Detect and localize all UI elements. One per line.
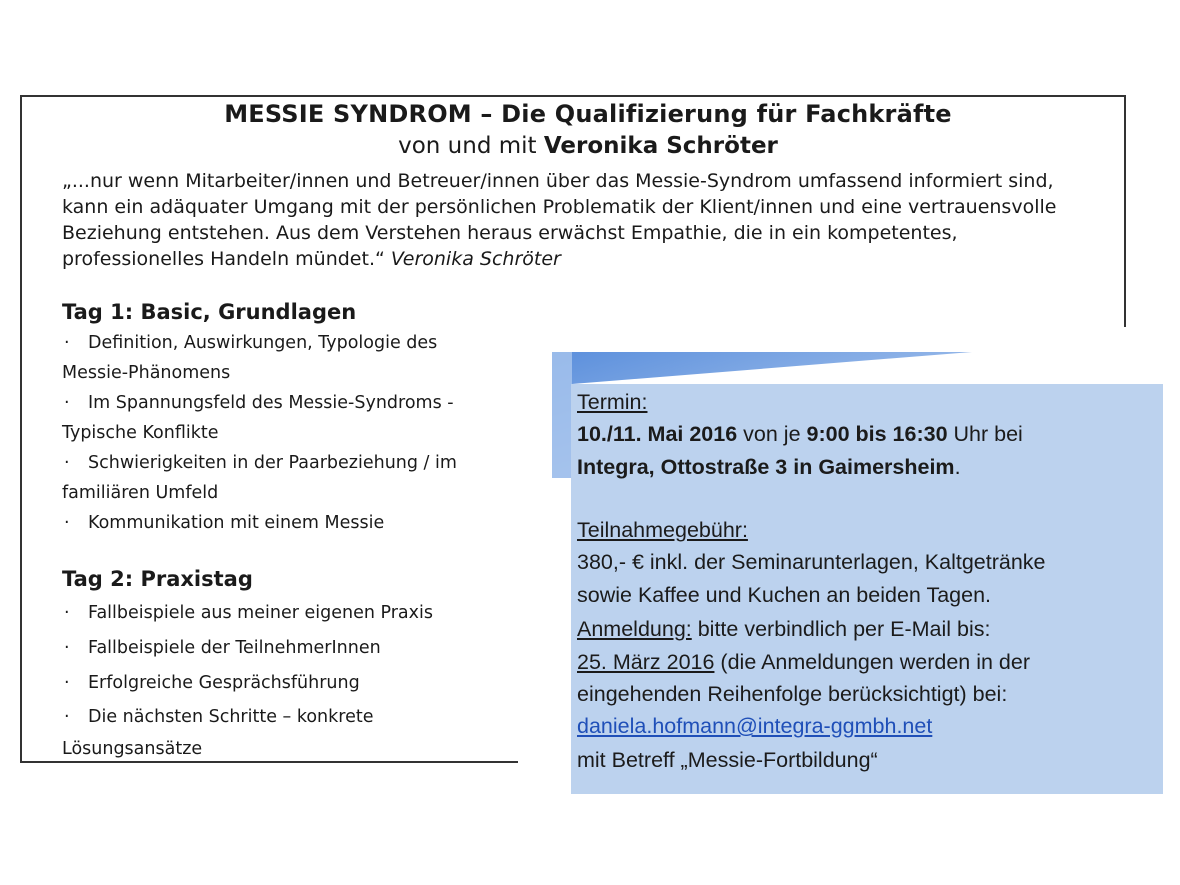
bullet-icon: · bbox=[64, 603, 70, 623]
list-item-line2: Lösungsansätze bbox=[62, 739, 203, 759]
deadline-text: (die Anmeldungen werden in der bbox=[714, 650, 1030, 674]
list-item-line1: Erfolgreiche Gesprächsführung bbox=[88, 673, 360, 693]
frame-right-border bbox=[1124, 95, 1126, 327]
event-info-panel bbox=[571, 384, 1163, 794]
order-line: eingehenden Reihenfolge berücksichtigt) bei: bbox=[577, 682, 1008, 706]
email-link[interactable]: daniela.hofmann@integra-ggmbh.net bbox=[577, 714, 933, 738]
frame-top-border bbox=[20, 95, 1126, 97]
list-item-line2: familiären Umfeld bbox=[62, 483, 219, 503]
day1-list bbox=[62, 328, 502, 538]
time-suffix: Uhr bei bbox=[947, 422, 1023, 446]
termin-date-line bbox=[577, 422, 1023, 447]
bullet-icon: · bbox=[64, 333, 70, 353]
termin-label-line bbox=[577, 390, 647, 415]
quote-line: Beziehung entstehen. Aus dem Verstehen heraus erwächst Empathie, die in ein kompetentes, bbox=[62, 222, 958, 244]
day2-list bbox=[62, 596, 502, 765]
list-item-line1: Kommunikation mit einem Messie bbox=[88, 513, 385, 533]
quote-last-line: professionelles Handeln mündet.“ bbox=[62, 248, 391, 270]
page-subtitle bbox=[0, 133, 1176, 159]
bullet-icon: · bbox=[64, 513, 70, 533]
venue-line bbox=[577, 455, 961, 480]
bullet-icon: · bbox=[64, 453, 70, 473]
quote-line bbox=[62, 246, 1122, 272]
list-item-line2: Typische Konflikte bbox=[62, 423, 219, 443]
bullet-icon: · bbox=[64, 707, 70, 727]
quote-line: „...nur wenn Mitarbeiter/innen und Betreuer/innen über das Messie-Syndrom umfassend informiert sind, bbox=[62, 170, 1054, 192]
list-item-line1: Fallbeispiele der TeilnehmerInnen bbox=[88, 638, 381, 658]
list-item bbox=[62, 666, 502, 701]
registration-text: bitte verbindlich per E-Mail bis: bbox=[691, 617, 991, 641]
registration-label: Anmeldung: bbox=[577, 617, 692, 641]
event-date: 10./11. Mai 2016 bbox=[577, 422, 738, 446]
list-item bbox=[62, 388, 502, 448]
frame-left-border bbox=[20, 95, 22, 763]
list-item-line1: Definition, Auswirkungen, Typologie des bbox=[88, 333, 438, 353]
fee-label-line bbox=[577, 518, 748, 543]
subtitle-prefix: von und mit bbox=[398, 133, 544, 159]
bullet-icon: · bbox=[64, 638, 70, 658]
bullet-icon: · bbox=[64, 673, 70, 693]
fee-line-2: sowie Kaffee und Kuchen an beiden Tagen. bbox=[577, 583, 992, 607]
venue-suffix: . bbox=[954, 455, 961, 479]
list-item-line1: Fallbeispiele aus meiner eigenen Praxis bbox=[88, 603, 433, 623]
day2-heading: Tag 2: Praxistag bbox=[62, 567, 253, 591]
list-item bbox=[62, 631, 502, 666]
list-item bbox=[62, 328, 502, 388]
day1-heading: Tag 1: Basic, Grundlagen bbox=[62, 300, 357, 324]
list-item bbox=[62, 701, 502, 765]
list-item bbox=[62, 508, 502, 538]
termin-label: Termin: bbox=[577, 390, 648, 414]
list-item-line1: Im Spannungsfeld des Messie-Syndroms - bbox=[88, 393, 454, 413]
fee-line-1: 380,- € inkl. der Seminarunterlagen, Kaltgetränke bbox=[577, 550, 1046, 574]
list-item-line2: Messie-Phänomens bbox=[62, 363, 231, 383]
fee-label: Teilnahmegebühr: bbox=[577, 518, 748, 542]
event-venue: Integra, Ottostraße 3 in Gaimersheim bbox=[577, 455, 955, 479]
bullet-icon: · bbox=[64, 393, 70, 413]
event-time: 9:00 bis 16:30 bbox=[806, 422, 948, 446]
quote-author: Veronika Schröter bbox=[390, 248, 561, 270]
registration-line bbox=[577, 617, 990, 642]
list-item-line1: Schwierigkeiten in der Paarbeziehung / im bbox=[88, 453, 457, 473]
from-text: von je bbox=[737, 422, 807, 446]
quote-line: kann ein adäquater Umgang mit der persönlichen Problematik der Klient/innen und eine vertrauensvolle bbox=[62, 196, 1057, 218]
deadline-line bbox=[577, 650, 1030, 675]
deadline-date: 25. März 2016 bbox=[577, 650, 715, 674]
subject-line: mit Betreff „Messie-Fortbildung“ bbox=[577, 748, 878, 772]
subtitle-name: Veronika Schröter bbox=[543, 133, 778, 159]
email-line bbox=[577, 714, 932, 739]
list-item bbox=[62, 596, 502, 631]
intro-quote bbox=[62, 168, 1122, 272]
list-item bbox=[62, 448, 502, 508]
list-item-line1: Die nächsten Schritte – konkrete bbox=[88, 707, 374, 727]
page-title: MESSIE SYNDROM – Die Qualifizierung für Fachkräfte bbox=[224, 100, 952, 128]
